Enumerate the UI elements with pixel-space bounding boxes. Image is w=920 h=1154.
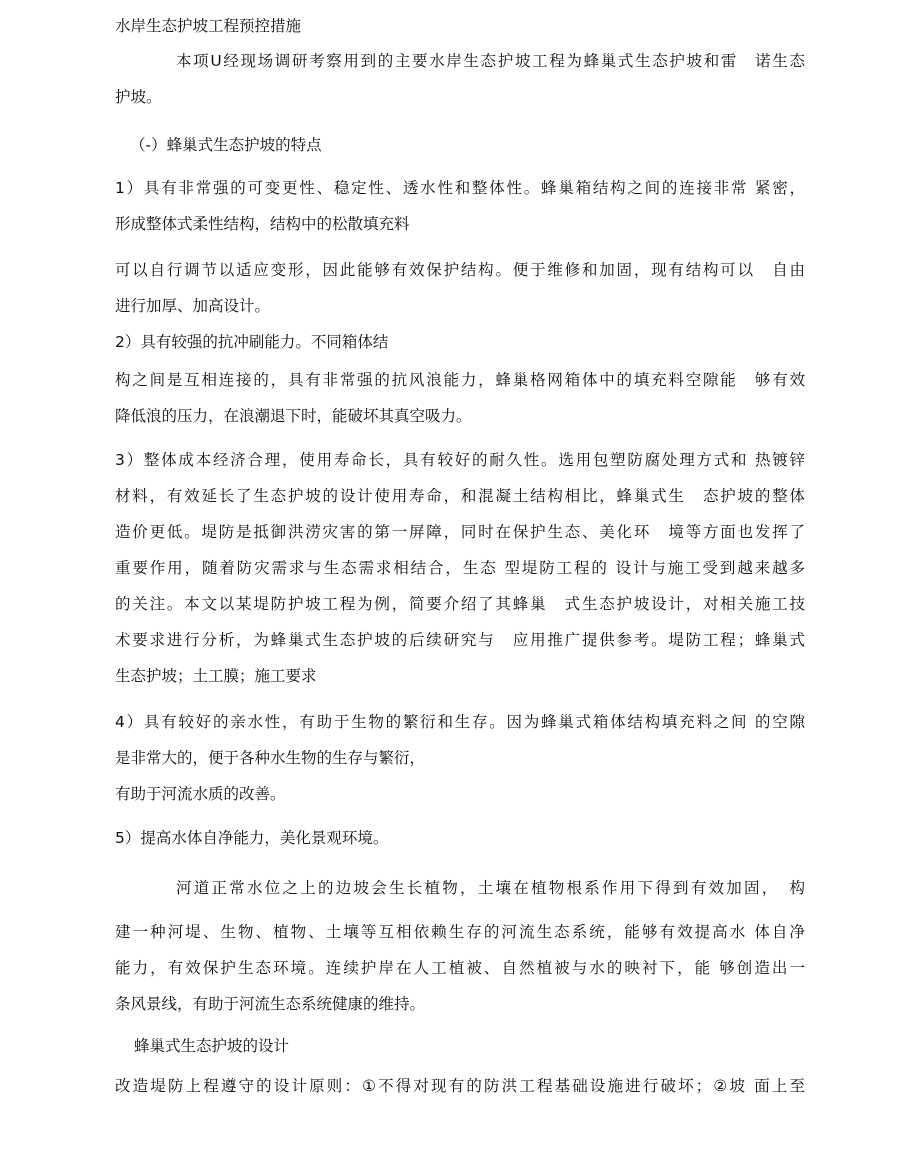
paragraph-line: 蜂巢式生态护坡的设计 [134, 1037, 290, 1055]
paragraph-line: 有助于河流水质的改善。 [115, 785, 286, 803]
paragraph-line: 生态护坡；土工膜；施工要求 [115, 667, 317, 685]
paragraph-line: 1）具有非常强的可变更性、稳定性、透水性和整体性。蜂巢箱结构之间的连接非常 紧密， [115, 179, 805, 197]
paragraph-line: 可以自行调节以适应变形，因此能够有效保护结构。便于维修和加固，现有结构可以 自由 [115, 261, 805, 279]
paragraph-line: 3）整体成本经济合理，使用寿命长，具有较好的耐久性。选用包塑防腐处理方式和 热镀锌 [115, 451, 805, 469]
paragraph-line: 形成整体式柔性结构，结构中的松散填充料 [115, 215, 410, 233]
paragraph-line: 建一种河堤、生物、植物、土壤等互相依赖生存的河流生态系统，能够有效提高水 体自净 [115, 923, 805, 941]
paragraph-line: 能力，有效保护生态环境。连续护岸在人工植被、自然植被与水的映衬下，能 够创造出一 [115, 959, 805, 977]
paragraph-line: 条风景线，有助于河流生态系统健康的维持。 [115, 995, 426, 1013]
paragraph-line: 造价更低。堤防是抵御洪涝灾害的第一屏障，同时在保护生态、美化环 境等方面也发挥了 [115, 523, 805, 541]
paragraph-line: 改造堤防上程遵守的设计原则：①不得对现有的防洪工程基础设施进行破坏；②坡 面上至 [115, 1077, 805, 1095]
paragraph-line: 护坡。 [115, 88, 162, 106]
paragraph-line: 2）具有较强的抗冲刷能力。不同箱体结 [115, 333, 389, 351]
paragraph-line: （-）蜂巢式生态护坡的特点 [130, 136, 322, 154]
paragraph-line: 5）提高水体自净能力，美化景观环境。 [115, 829, 389, 847]
paragraph-line: 降低浪的压力，在浪潮退下时，能破坏其真空吸力。 [115, 407, 472, 425]
paragraph-line: 进行加厚、加高设计。 [115, 297, 271, 315]
paragraph-line: 构之间是互相连接的，具有非常强的抗风浪能力，蜂巢格网箱体中的填充料空隙能 够有效 [115, 371, 805, 389]
paragraph-line: 重要作用，随着防灾需求与生态需求相结合，生态 型堤防工程的 设计与施工受到越来越多 [115, 559, 805, 577]
paragraph-line: 是非常大的，便于各种水生物的生存与繁衍， [115, 749, 426, 767]
paragraph-line: 术要求进行分析，为蜂巢式生态护坡的后续研究与 应用推广提供参考。堤防工程；蜂巢式 [115, 631, 805, 649]
paragraph-line: 河道正常水位之上的边坡会生长植物，土壤在植物根系作用下得到有效加固， 构 [176, 879, 805, 897]
paragraph-line: 材料，有效延长了生态护坡的设计使用寿命，和混凝土结构相比，蜂巢式生 态护坡的整体 [115, 487, 805, 505]
document-title: 水岸生态护坡工程预控措施 [115, 17, 302, 35]
paragraph-line: 本项U经现场调研考察用到的主要水岸生态护坡工程为蜂巢式生态护坡和雷 诺生态 [176, 52, 805, 70]
paragraph-line: 的关注。本文以某堤防护坡工程为例，简要介绍了其蜂巢 式生态护坡设计，对相关施工技 [115, 595, 805, 613]
paragraph-line: 4）具有较好的亲水性，有助于生物的繁衍和生存。因为蜂巢式箱体结构填充料之间 的空隙 [115, 713, 805, 731]
